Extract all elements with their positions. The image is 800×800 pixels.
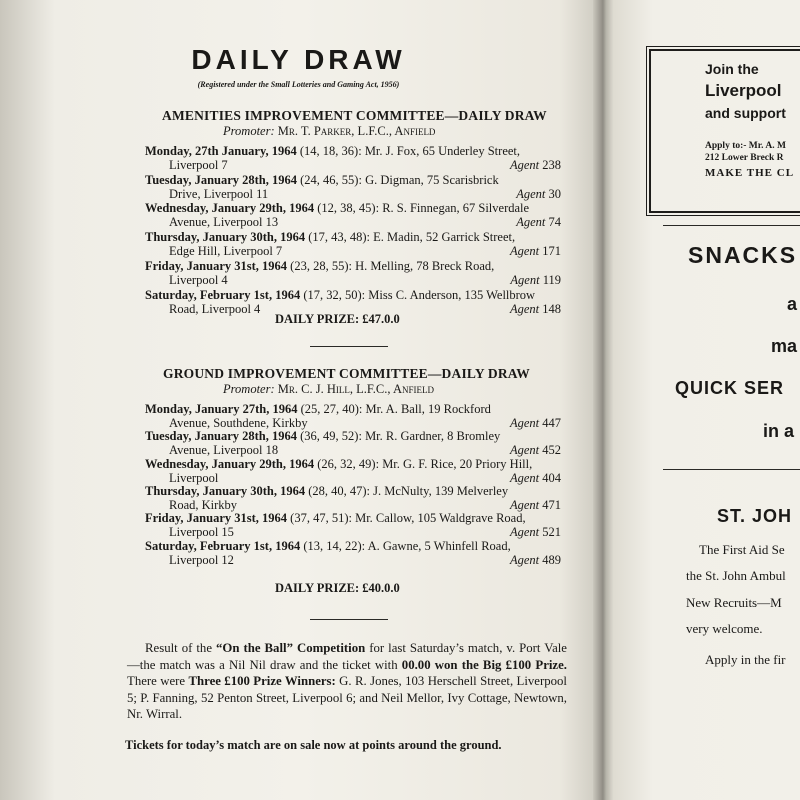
section-divider (310, 346, 388, 347)
draw-entry (145, 429, 561, 457)
draw-details: (13, 14, 22): A. Gawne, 5 Whinfell Road, (300, 538, 511, 553)
draw-date: Thursday, January 30th, 1964 (145, 230, 306, 245)
draw-address: Liverpool 4 (169, 272, 228, 287)
entry-line (145, 144, 561, 158)
promoter-label: Promoter: (223, 382, 275, 396)
st-john-text: Apply in the fir (705, 652, 786, 667)
amenities-daily-prize: DAILY PRIZE: £47.0.0 (275, 312, 400, 326)
advert-text: a (787, 294, 798, 314)
agent-value: 148 (542, 301, 561, 316)
entry-line (145, 187, 561, 201)
book-spine (593, 0, 615, 800)
agent-number (510, 498, 561, 512)
promoter-name: Mr. C. J. Hill, L.F.C., Anfield (277, 382, 434, 396)
agent-number (510, 273, 561, 287)
entry-line (145, 498, 561, 512)
box-line-1: Join the (705, 61, 759, 77)
agent-number (510, 416, 561, 430)
draw-date: Friday, January 31st, 1964 (145, 511, 288, 526)
draw-address: Liverpool 15 (169, 525, 234, 540)
box-apply: Apply to:- Mr. A. M (705, 141, 786, 151)
draw-details: (37, 47, 51): Mr. Callow, 105 Waldgrave Road, (287, 511, 526, 526)
agent-number (510, 471, 561, 485)
draw-details: (14, 18, 36): Mr. J. Fox, 65 Underley Street, (296, 144, 521, 158)
agent-value: 452 (542, 443, 561, 458)
agent-value: 74 (548, 215, 561, 230)
agent-value: 521 (542, 525, 561, 540)
draw-address: Drive, Liverpool 11 (169, 186, 269, 201)
draw-address: Road, Kirkby (169, 497, 238, 512)
agent-value: 471 (542, 497, 561, 512)
page-title: DAILY DRAW (191, 44, 406, 75)
agent-label: Agent (516, 215, 546, 230)
agent-label: Agent (509, 244, 540, 259)
draw-address: Liverpool 7 (169, 158, 228, 172)
agent-value: 171 (542, 244, 561, 259)
agent-label: Agent (509, 416, 540, 430)
st-john-text: New Recruits—M (686, 595, 782, 610)
agent-label: Agent (516, 186, 546, 201)
draw-entry (145, 259, 561, 287)
entry-line (145, 273, 561, 287)
draw-details: (28, 40, 47): J. McNulty, 139 Melverley (305, 483, 509, 498)
result-text: for last Saturday’s match, v. Port Vale—the match was a Nil Nil draw and the ticket with (127, 641, 567, 672)
agent-label: Agent (510, 272, 540, 287)
entry-line (145, 158, 561, 172)
draw-entry (145, 539, 561, 567)
agent-label: Agent (509, 497, 540, 512)
ground-heading: GROUND IMPROVEMENT COMMITTEE—DAILY DRAW (163, 366, 530, 381)
agent-label: Agent (509, 301, 540, 316)
draw-details: (12, 38, 45): R. S. Finnegan, 67 Silverdale (314, 201, 530, 216)
draw-date: Wednesday, January 29th, 1964 (145, 456, 315, 471)
right-page (613, 0, 800, 800)
entry-line (145, 173, 561, 187)
draw-date: Monday, January 27th, 1964 (145, 402, 298, 416)
agent-number (510, 244, 561, 258)
promoter-name: Mr. T. Parker, L.F.C., Anfield (277, 124, 436, 138)
draw-address: Avenue, Liverpool 13 (169, 215, 279, 230)
agent-number (516, 215, 561, 229)
entry-line (145, 201, 561, 215)
result-text: G. R. Jones, 103 Herschell Street, Liverpool 5; P. Fanning, 52 Penton Street, Liverpool 6; and Neil Mellor, Ivy Cottage, Newtown, Nr. Wirral. (127, 674, 567, 721)
draw-details: (23, 28, 55): H. Melling, 78 Breck Road, (287, 258, 495, 273)
advert-text: in a (763, 421, 795, 441)
draw-entry (145, 173, 561, 201)
entry-line (145, 457, 561, 471)
draw-entry (145, 484, 561, 512)
draw-date: Saturday, February 1st, 1964 (145, 287, 301, 302)
agent-value: 404 (542, 470, 561, 485)
agent-number (510, 525, 561, 539)
draw-entry (145, 144, 561, 172)
draw-date: Thursday, January 30th, 1964 (145, 483, 306, 498)
entry-line (145, 288, 561, 302)
draw-details: (24, 46, 55): G. Digman, 75 Scarisbrick (297, 172, 499, 187)
entry-line (145, 259, 561, 273)
winning-score: 00.00 won the Big £100 Prize. (401, 657, 567, 672)
draw-date: Wednesday, January 29th, 1964 (145, 201, 315, 216)
draw-entry (145, 230, 561, 258)
draw-address: Edge Hill, Liverpool 7 (169, 244, 283, 259)
advert-text: ma (771, 336, 798, 356)
draw-address: Road, Liverpool 4 (169, 301, 261, 316)
ground-promoter (223, 382, 434, 397)
promoter-label: Promoter: (223, 124, 275, 138)
agent-value: 119 (542, 272, 561, 287)
draw-address: Liverpool (169, 470, 219, 485)
draw-date: Saturday, February 1st, 1964 (145, 538, 301, 553)
entry-line (145, 553, 561, 567)
agent-label: Agent (509, 443, 540, 458)
box-address: 212 Lower Breck R (705, 153, 784, 163)
entry-line (145, 429, 561, 443)
agent-number (516, 187, 561, 201)
st-john-text: very welcome. (686, 621, 763, 636)
entry-line (145, 525, 561, 539)
agent-number (510, 302, 561, 316)
draw-date: Tuesday, January 28th, 1964 (145, 172, 298, 187)
draw-date: Monday, 27th January, 1964 (145, 144, 297, 158)
draw-details: (25, 27, 40): Mr. A. Ball, 19 Rockford (297, 402, 491, 416)
draw-date: Friday, January 31st, 1964 (145, 258, 288, 273)
agent-label: Agent (509, 525, 540, 540)
draw-address: Liverpool 12 (169, 552, 234, 567)
winners-label: Three £100 Prize Winners: (188, 674, 336, 688)
amenities-heading: AMENITIES IMPROVEMENT COMMITTEE—DAILY DRAW (162, 108, 547, 123)
entry-line (145, 443, 561, 457)
agent-number (510, 158, 561, 172)
draw-details: (36, 49, 52): Mr. R. Gardner, 8 Bromley (297, 429, 501, 444)
draw-entry (145, 457, 561, 485)
draw-details: (26, 32, 49): Mr. G. F. Rice, 20 Priory Hill, (314, 456, 533, 471)
entry-line (145, 215, 561, 229)
quick-service: QUICK SER (675, 378, 785, 398)
supporters-club-advert (649, 49, 800, 213)
draw-date: Tuesday, January 28th, 1964 (145, 429, 298, 444)
amenities-promoter (223, 124, 435, 139)
box-line-2: Liverpool (705, 81, 782, 100)
competition-result (127, 640, 567, 723)
ground-daily-prize: DAILY PRIZE: £40.0.0 (275, 581, 400, 595)
agent-label: Agent (509, 158, 540, 172)
entry-line (145, 471, 561, 485)
entry-line (145, 511, 561, 525)
agent-value: 489 (542, 552, 561, 567)
divider (663, 225, 800, 226)
draw-entry (145, 402, 561, 430)
draw-address: Avenue, Liverpool 18 (169, 443, 279, 458)
agent-number (510, 553, 561, 567)
entry-line (145, 402, 561, 416)
draw-details: (17, 32, 50): Miss C. Anderson, 135 Wellbrow (300, 287, 536, 302)
entry-line (145, 539, 561, 553)
draw-address: Avenue, Southdene, Kirkby (169, 416, 308, 430)
entry-line (145, 484, 561, 498)
st-john-text: the St. John Ambul (686, 568, 786, 583)
competition-name: “On the Ball” Competition (216, 641, 366, 655)
divider (663, 469, 800, 470)
agent-value: 238 (542, 158, 561, 172)
tickets-note: Tickets for today’s match are on sale now at points around the ground. (125, 738, 502, 752)
agent-value: 30 (548, 186, 561, 201)
section-divider (310, 619, 388, 620)
agent-label: Agent (509, 552, 540, 567)
draw-entry (145, 511, 561, 539)
draw-details: (17, 43, 48): E. Madin, 52 Garrick Street, (305, 230, 516, 245)
agent-number (510, 443, 561, 457)
draw-entry (145, 201, 561, 229)
st-john-heading: ST. JOH (717, 506, 793, 526)
agent-value: 447 (542, 416, 561, 430)
entry-line (145, 416, 561, 430)
registration-note: (Registered under the Small Lotteries and Gaming Act, 1956) (197, 80, 400, 89)
box-make: MAKE THE CL (705, 167, 795, 179)
agent-label: Agent (509, 470, 540, 485)
snacks-heading: SNACKS (688, 242, 798, 268)
result-text: There were (127, 674, 189, 688)
box-line-3: and support (705, 105, 786, 121)
entry-line (145, 244, 561, 258)
st-john-text: The First Aid Se (699, 542, 785, 557)
result-text: Result of the (145, 641, 216, 655)
entry-line (145, 230, 561, 244)
